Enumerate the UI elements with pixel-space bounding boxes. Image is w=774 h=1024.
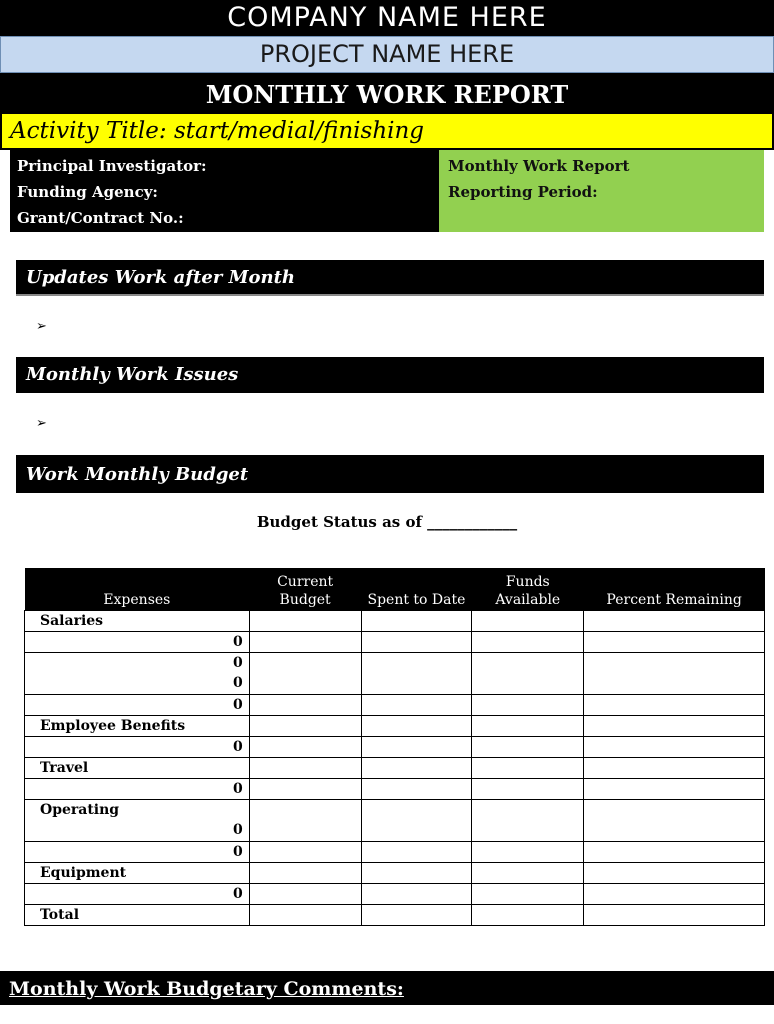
arrow-bullet-icon: ➢ — [36, 319, 47, 334]
table-cell[interactable] — [249, 695, 361, 716]
table-cell[interactable] — [472, 737, 584, 758]
header-percent-remaining: Percent Remaining — [584, 568, 765, 611]
header-spent-to-date: Spent to Date — [361, 568, 472, 611]
table-cell[interactable] — [249, 863, 361, 884]
table-cell[interactable] — [584, 632, 765, 653]
section-budget-heading: Work Monthly Budget — [16, 455, 764, 493]
row-label: Salaries — [25, 611, 250, 632]
budget-status-line: Budget Status as of ____________ — [256, 513, 518, 531]
table-cell[interactable] — [361, 863, 472, 884]
table-row — [25, 611, 765, 632]
table-row — [25, 842, 765, 863]
arrow-bullet-icon: ➢ — [36, 416, 47, 431]
row-value — [25, 653, 250, 695]
table-cell[interactable] — [249, 905, 361, 926]
header-funds-available: Funds Available — [472, 568, 584, 611]
table-cell[interactable] — [584, 653, 765, 695]
table-cell[interactable] — [584, 905, 765, 926]
activity-title: Activity Title: start/medial/finishing — [0, 114, 774, 150]
row-value-b: 0 — [232, 675, 243, 691]
table-cell[interactable] — [249, 884, 361, 905]
row-label: Employee Benefits — [25, 716, 250, 737]
row-value: 0 — [25, 737, 250, 758]
table-cell[interactable] — [249, 632, 361, 653]
table-cell[interactable] — [472, 632, 584, 653]
table-cell[interactable] — [584, 863, 765, 884]
table-cell[interactable] — [584, 737, 765, 758]
table-cell[interactable] — [584, 716, 765, 737]
table-row — [25, 800, 765, 842]
table-cell[interactable] — [584, 779, 765, 800]
funding-agency-label: Funding Agency: — [17, 183, 158, 201]
table-row — [25, 758, 765, 779]
row-value: 0 — [25, 779, 250, 800]
row-value: 0 — [25, 695, 250, 716]
header-expenses: Expenses — [25, 568, 250, 611]
row-value: 0 — [25, 884, 250, 905]
table-cell[interactable] — [472, 779, 584, 800]
table-cell[interactable] — [472, 905, 584, 926]
table-cell[interactable] — [249, 653, 361, 695]
table-cell[interactable] — [361, 884, 472, 905]
section-issues-heading: Monthly Work Issues — [16, 357, 764, 393]
table-cell[interactable] — [361, 842, 472, 863]
table-cell[interactable] — [361, 653, 472, 695]
table-row — [25, 863, 765, 884]
report-title: MONTHLY WORK REPORT — [0, 73, 774, 114]
table-cell[interactable] — [584, 884, 765, 905]
header-current-budget: Current Budget — [249, 568, 361, 611]
table-cell[interactable] — [584, 758, 765, 779]
row-value-a: 0 — [232, 655, 243, 671]
table-cell[interactable] — [472, 800, 584, 842]
table-cell[interactable] — [249, 779, 361, 800]
table-cell[interactable] — [361, 716, 472, 737]
reporting-period-label: Reporting Period: — [448, 183, 598, 201]
table-cell[interactable] — [361, 758, 472, 779]
table-cell[interactable] — [472, 716, 584, 737]
table-cell[interactable] — [584, 695, 765, 716]
row-label-total: Total — [25, 905, 250, 926]
table-header-row — [25, 568, 765, 611]
table-cell[interactable] — [361, 695, 472, 716]
table-cell[interactable] — [472, 653, 584, 695]
table-row — [25, 716, 765, 737]
principal-investigator-label: Principal Investigator: — [17, 157, 207, 175]
grant-contract-label: Grant/Contract No.: — [17, 209, 184, 227]
row-label-text: Operating — [40, 802, 120, 818]
company-name-header: COMPANY NAME HERE — [0, 0, 774, 36]
table-cell[interactable] — [472, 863, 584, 884]
table-row — [25, 905, 765, 926]
table-cell[interactable] — [584, 800, 765, 842]
table-cell[interactable] — [472, 842, 584, 863]
row-value: 0 — [25, 842, 250, 863]
table-cell[interactable] — [361, 905, 472, 926]
table-row — [25, 737, 765, 758]
budgetary-comments-heading — [0, 971, 774, 1005]
table-row — [25, 632, 765, 653]
table-cell[interactable] — [249, 758, 361, 779]
info-panel-left — [10, 150, 439, 232]
row-label: Equipment — [25, 863, 250, 884]
table-row — [25, 884, 765, 905]
table-cell[interactable] — [361, 611, 472, 632]
table-cell[interactable] — [361, 800, 472, 842]
table-row — [25, 653, 765, 695]
table-cell[interactable] — [249, 800, 361, 842]
budgetary-comments-text: Monthly Work Budgetary Comments: — [9, 978, 404, 1000]
table-cell[interactable] — [249, 737, 361, 758]
table-cell[interactable] — [472, 695, 584, 716]
table-cell[interactable] — [249, 716, 361, 737]
table-row — [25, 779, 765, 800]
table-cell[interactable] — [361, 632, 472, 653]
table-cell[interactable] — [472, 884, 584, 905]
table-cell[interactable] — [361, 779, 472, 800]
row-label: Travel — [25, 758, 250, 779]
row-value: 0 — [25, 632, 250, 653]
info-panel-right — [439, 150, 764, 232]
monthly-work-report-label: Monthly Work Report — [448, 157, 630, 175]
budget-table — [24, 568, 765, 926]
row-label — [25, 800, 250, 842]
table-row — [25, 695, 765, 716]
table-cell[interactable] — [472, 611, 584, 632]
table-cell[interactable] — [584, 611, 765, 632]
table-cell[interactable] — [249, 611, 361, 632]
table-cell[interactable] — [472, 758, 584, 779]
project-name-header: PROJECT NAME HERE — [0, 36, 774, 73]
table-cell[interactable] — [249, 842, 361, 863]
section-updates-heading: Updates Work after Month — [16, 260, 764, 296]
table-cell[interactable] — [361, 737, 472, 758]
row-value-text: 0 — [232, 822, 243, 838]
table-cell[interactable] — [584, 842, 765, 863]
